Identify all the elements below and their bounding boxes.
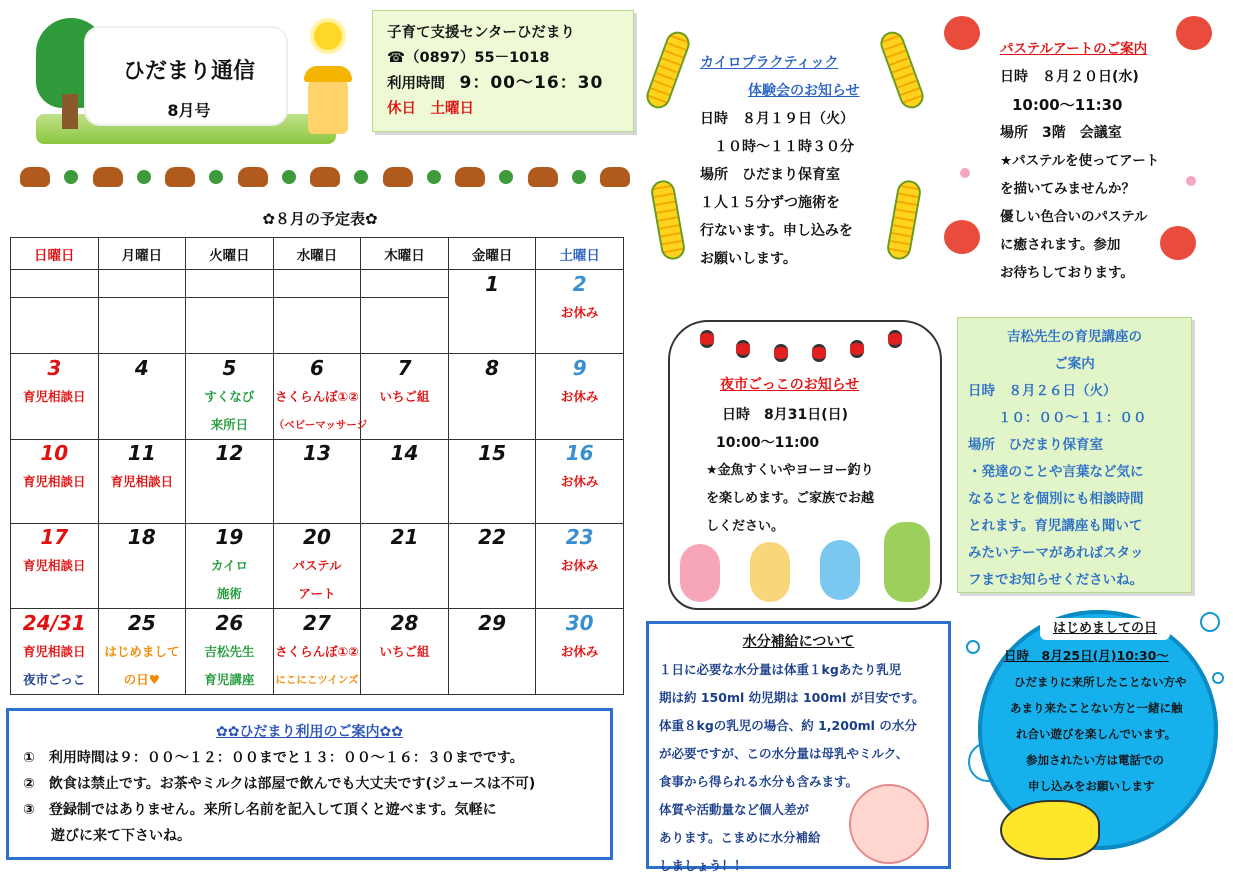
beetle-icon bbox=[165, 167, 195, 187]
night-market-date: 日時 8月31日(日) bbox=[722, 407, 849, 423]
calendar-event-cell bbox=[186, 467, 274, 523]
newsletter-title: ひだまり通信 bbox=[122, 59, 255, 84]
calendar-date-number: 15 bbox=[448, 439, 536, 467]
lantern-icon bbox=[700, 330, 714, 348]
calendar-date-number: 1 bbox=[448, 270, 536, 298]
tomato-character-icon bbox=[1160, 226, 1196, 260]
calendar-date-number: 23 bbox=[536, 523, 624, 551]
hydration-line: あります。こまめに水分補給 bbox=[659, 830, 821, 845]
calendar-event-cell bbox=[536, 637, 624, 695]
pastel-body: お待ちしております。 bbox=[1000, 265, 1134, 281]
chiro-place: 場所 ひだまり保育室 bbox=[700, 167, 840, 183]
calendar-event-cell bbox=[98, 382, 186, 440]
bubble-icon bbox=[1212, 672, 1224, 684]
calendar-event-label: すくなび bbox=[204, 388, 255, 404]
newsletter-month: 8月号 bbox=[167, 101, 211, 120]
calendar-event-cell bbox=[186, 551, 274, 609]
calendar-date-number: 27 bbox=[273, 609, 361, 637]
first-meeting-body: あまり来たことない方と一緒に触 bbox=[1010, 701, 1183, 715]
calendar-date-number: 21 bbox=[361, 523, 449, 551]
calendar-event-cell bbox=[186, 298, 274, 354]
hydration-line: 体重８kgの乳児の場合、約 1,200ml の水分 bbox=[659, 718, 917, 733]
calendar-date-number: 5 bbox=[186, 354, 274, 382]
guide-item-text: 登録制ではありません。来所し名前を記入して頂くと遊べます。気軽に bbox=[48, 802, 497, 818]
calendar-date-number: 19 bbox=[186, 523, 274, 551]
chiro-body: お願いします。 bbox=[700, 251, 797, 267]
calendar-event-row bbox=[11, 382, 624, 440]
calendar-event-cell bbox=[536, 551, 624, 609]
calendar-event-cell bbox=[448, 551, 536, 609]
calendar-event-row bbox=[11, 551, 624, 609]
tree-trunk-icon bbox=[62, 94, 78, 129]
night-market-body: しください。 bbox=[706, 519, 785, 534]
straw-hat-icon bbox=[304, 66, 352, 82]
calendar-event-label: 施術 bbox=[216, 586, 242, 601]
calendar-event-label: お休み bbox=[560, 558, 599, 573]
chiro-title-2: 体験会のお知らせ bbox=[748, 83, 860, 99]
calendar-event-row bbox=[11, 298, 624, 354]
tree-icon bbox=[427, 170, 441, 184]
calendar-event-cell bbox=[448, 467, 536, 523]
calendar-event-cell bbox=[273, 637, 361, 695]
closed-label: 休日 bbox=[387, 101, 416, 117]
chiro-time: １０時～１１時３０分 bbox=[714, 139, 854, 155]
day-header: 月曜日 bbox=[98, 238, 186, 270]
guide-item-number: ② bbox=[23, 776, 35, 792]
hydration-line: 期は約 150ml 幼児期は 100ml が目安です。 bbox=[659, 690, 925, 705]
calendar-date-number: 18 bbox=[98, 523, 186, 551]
calendar-event-label: いちご組 bbox=[379, 388, 430, 404]
calendar-date-number: 25 bbox=[98, 609, 186, 637]
chiro-title-1: カイロプラクティック bbox=[700, 55, 839, 71]
hours-line bbox=[387, 71, 619, 97]
calendar-date-number: 4 bbox=[98, 354, 186, 382]
usage-guide-box bbox=[6, 708, 613, 860]
lecture-body: フまでお知らせくださいね。 bbox=[968, 572, 1144, 588]
calendar-date-number: 8 bbox=[448, 354, 536, 382]
first-meeting-body: 参加されたい方は電話での bbox=[1026, 753, 1164, 767]
bubble-icon bbox=[966, 640, 980, 654]
calendar-event-cell bbox=[11, 637, 99, 695]
beetle-icon bbox=[600, 167, 630, 187]
day-header: 金曜日 bbox=[448, 238, 536, 270]
calendar-date-number: 2 bbox=[536, 270, 624, 298]
calendar-event-label: さくらんぼ①② bbox=[275, 388, 359, 404]
first-meeting-body: ひだまりに来所したことない方や bbox=[1014, 675, 1187, 689]
beetle-icon bbox=[455, 167, 485, 187]
calendar-date-number: 10 bbox=[11, 439, 99, 467]
night-market-title: 夜市ごっこのお知らせ bbox=[720, 377, 860, 393]
parenting-lecture-box bbox=[957, 317, 1192, 593]
calendar-date-number: 13 bbox=[273, 439, 361, 467]
calendar-event-label: カイロ bbox=[210, 558, 248, 573]
calendar-date-number: 6 bbox=[273, 354, 361, 382]
calendar-event-cell bbox=[448, 382, 536, 440]
calendar-date-number: 12 bbox=[186, 439, 274, 467]
calendar-event-label: 育児相談日 bbox=[23, 643, 86, 659]
corn-icon bbox=[643, 28, 693, 111]
calendar-event-cell bbox=[98, 551, 186, 609]
corn-icon bbox=[649, 179, 687, 262]
lecture-body: みたいテーマがあればスタッ bbox=[968, 545, 1144, 561]
heart-icon bbox=[960, 168, 970, 178]
pastel-body: ★パステルを使ってアート bbox=[1000, 153, 1160, 169]
lecture-time: １０：００～１１：００ bbox=[998, 410, 1147, 426]
calendar-event-cell bbox=[273, 551, 361, 609]
calendar-event-label: お休み bbox=[560, 388, 599, 404]
calendar-event-cell bbox=[98, 467, 186, 523]
boy-illustration bbox=[820, 540, 860, 600]
calendar-date-row bbox=[11, 609, 624, 637]
calendar-date-number bbox=[361, 270, 449, 298]
calendar-event-cell bbox=[536, 467, 624, 523]
lecture-body: ・発達のことや言葉など気に bbox=[968, 464, 1144, 480]
calendar-event-label: パステル bbox=[292, 558, 342, 573]
chiro-body: １人１５分ずつ施術を bbox=[700, 195, 840, 211]
tree-icon bbox=[572, 170, 586, 184]
beetle-icon bbox=[93, 167, 123, 187]
hydration-line: しましょう！！ bbox=[659, 858, 747, 873]
lecture-place: 場所 ひだまり保育室 bbox=[968, 437, 1103, 453]
calendar-header-row bbox=[11, 238, 624, 270]
calendar-date-number: 20 bbox=[273, 523, 361, 551]
calendar-event-label: 育児講座 bbox=[204, 671, 255, 687]
calendar-event-cell bbox=[536, 298, 624, 354]
pastel-body: 優しい色合いのパステル bbox=[1000, 209, 1148, 225]
tree-icon bbox=[209, 170, 223, 184]
lantern-icon bbox=[850, 340, 864, 358]
lecture-title-2: ご案内 bbox=[1054, 356, 1095, 372]
calendar-event-row bbox=[11, 467, 624, 523]
baby-drinking-illustration bbox=[849, 784, 929, 864]
calendar-event-cell bbox=[98, 637, 186, 695]
day-header: 火曜日 bbox=[186, 238, 274, 270]
day-header: 水曜日 bbox=[273, 238, 361, 270]
calendar-event-cell bbox=[11, 298, 99, 354]
lantern-icon bbox=[812, 344, 826, 362]
calendar-date-row bbox=[11, 270, 624, 298]
first-meeting-title: はじめましての日 bbox=[1040, 618, 1170, 640]
lecture-body: とれます。育児講座も聞いて bbox=[968, 518, 1143, 534]
calendar-event-label: アート bbox=[298, 586, 336, 601]
chiro-body: 行ないます。申し込みを bbox=[700, 223, 853, 239]
pastel-art-notice bbox=[940, 8, 1230, 308]
calendar-event-cell bbox=[98, 298, 186, 354]
calendar-date-number: 16 bbox=[536, 439, 624, 467]
calendar-date-number: 14 bbox=[361, 439, 449, 467]
calendar-event-label: はじめまして bbox=[104, 643, 180, 659]
calendar-event-cell bbox=[186, 637, 274, 695]
guide-item-continuation: 遊びに来て下さいね。 bbox=[51, 828, 191, 844]
calendar-date-number bbox=[186, 270, 274, 298]
calendar-date-number: 28 bbox=[361, 609, 449, 637]
night-market-time: 10:00～11:00 bbox=[716, 435, 820, 451]
beetle-icon bbox=[238, 167, 268, 187]
guide-item bbox=[23, 745, 596, 771]
calendar-event-label: にこにこツインズ bbox=[275, 673, 359, 686]
lantern-icon bbox=[774, 344, 788, 362]
center-name: 子育て支援センターひだまり bbox=[387, 25, 575, 41]
tree-icon bbox=[282, 170, 296, 184]
hydration-line: が必要ですが、この水分量は母乳やミルク、 bbox=[659, 746, 909, 761]
lecture-title-1: 吉松先生の育児講座の bbox=[1007, 329, 1142, 345]
hydration-title: 水分補給について bbox=[742, 634, 855, 650]
calendar-date-row bbox=[11, 439, 624, 467]
calendar-date-number: 17 bbox=[11, 523, 99, 551]
night-market-body: ★金魚すくいやヨーヨー釣り bbox=[706, 463, 874, 478]
chiropractic-notice bbox=[650, 30, 920, 290]
calendar-date-number: 29 bbox=[448, 609, 536, 637]
calendar-event-cell bbox=[11, 467, 99, 523]
calendar-event-cell bbox=[361, 382, 449, 440]
calendar-event-cell bbox=[186, 382, 274, 440]
calendar-event-label: お休み bbox=[560, 643, 599, 659]
tree-icon bbox=[137, 170, 151, 184]
day-header: 土曜日 bbox=[536, 238, 624, 270]
calendar-event-label: いちご組 bbox=[379, 643, 430, 659]
bubble-icon bbox=[1200, 612, 1220, 632]
day-header: 木曜日 bbox=[361, 238, 449, 270]
calendar-date-number bbox=[11, 270, 99, 298]
corn-icon bbox=[885, 179, 923, 262]
calendar-event-row bbox=[11, 637, 624, 695]
calendar-event-cell bbox=[361, 298, 449, 354]
guide-item bbox=[23, 797, 596, 823]
child-illustration bbox=[680, 544, 720, 602]
calendar-date-number: 30 bbox=[536, 609, 624, 637]
lecture-date: 日時 ８月２６日（火） bbox=[968, 383, 1117, 399]
beetle-icon bbox=[310, 167, 340, 187]
calendar-event-cell bbox=[361, 637, 449, 695]
calendar-event-label: 夜市ごっこ bbox=[23, 671, 86, 687]
guide-item bbox=[23, 771, 596, 797]
beetle-icon bbox=[20, 167, 50, 187]
calendar-date-row bbox=[11, 354, 624, 382]
tree-icon bbox=[499, 170, 513, 184]
calendar-date-number: 22 bbox=[448, 523, 536, 551]
beetle-border bbox=[20, 160, 630, 194]
calendar-date-number bbox=[98, 270, 186, 298]
calendar-event-label: お休み bbox=[560, 304, 599, 320]
guide-item-number: ③ bbox=[23, 802, 35, 818]
night-market-body: を楽しめます。ご家族でお越 bbox=[706, 491, 874, 506]
lecture-body: なることを個別にも相談時間 bbox=[968, 491, 1144, 507]
calendar-event-label: 育児相談日 bbox=[110, 474, 174, 489]
calendar-event-label: 育児相談日 bbox=[23, 474, 86, 489]
pastel-time: 10:00～11:30 bbox=[1012, 96, 1123, 114]
usage-guide-title: ✿✿ひだまり利用のご案内✿✿ bbox=[216, 724, 403, 740]
calendar-event-cell bbox=[273, 382, 368, 440]
calendar-event-cell bbox=[448, 637, 536, 695]
lantern-icon bbox=[888, 330, 902, 348]
pastel-date: 日時 ８月２０日(水) bbox=[1000, 69, 1139, 85]
closed-value: 土曜日 bbox=[430, 101, 474, 117]
calendar-event-cell bbox=[361, 551, 449, 609]
tomato-character-icon bbox=[1176, 16, 1212, 50]
heart-icon bbox=[1186, 176, 1196, 186]
first-meeting-body: 申し込みをお願いします bbox=[1028, 779, 1155, 793]
calendar-event-label: の日♥ bbox=[123, 671, 160, 687]
closed-line bbox=[387, 97, 619, 122]
pastel-place: 場所 3階 会議室 bbox=[1000, 125, 1122, 141]
pastel-body: を描いてみませんか？ bbox=[1000, 181, 1135, 197]
calendar-date-number: 9 bbox=[536, 354, 624, 382]
calendar-date-number: 24/31 bbox=[11, 609, 99, 637]
tree-icon bbox=[354, 170, 368, 184]
hydration-line: 食事から得られる水分も含みます。 bbox=[659, 774, 859, 789]
pastel-body: に癒されます。参加 bbox=[1000, 237, 1121, 253]
calendar-date-number bbox=[273, 270, 361, 298]
calendar-event-label: 吉松先生 bbox=[204, 643, 255, 659]
calendar-event-label: お休み bbox=[560, 474, 599, 489]
calendar-date-row bbox=[11, 523, 624, 551]
calendar-date-number: 26 bbox=[186, 609, 274, 637]
calendar-event-label: さくらんぼ①② bbox=[275, 643, 359, 659]
lantern-icon bbox=[736, 340, 750, 358]
hydration-line: 体質や活動量など個人差が bbox=[659, 802, 810, 817]
hydration-box bbox=[646, 621, 951, 873]
calendar-event-label: 育児相談日 bbox=[23, 388, 86, 404]
calendar-event-label: 来所日 bbox=[210, 416, 249, 432]
corn-icon bbox=[877, 28, 927, 111]
calendar-body bbox=[11, 270, 624, 695]
calendar-date-number: 7 bbox=[361, 354, 449, 382]
calendar-event-cell bbox=[273, 298, 361, 354]
calendar-event-cell bbox=[11, 551, 99, 609]
calendar-event-label: 育児相談日 bbox=[23, 558, 86, 573]
hydration-line: １日に必要な水分量は体重１kgあたり乳児 bbox=[659, 662, 902, 677]
calendar-event-label: （ベビーマッサージ bbox=[273, 418, 368, 431]
grandma-illustration bbox=[750, 542, 790, 602]
calendar-date-number: 11 bbox=[98, 439, 186, 467]
tree-icon bbox=[64, 170, 78, 184]
chiro-date: 日時 ８月１９日（火） bbox=[700, 111, 854, 127]
first-meeting-date: 日時 8月25日(月)10:30～ bbox=[1004, 648, 1169, 663]
guide-item-number: ① bbox=[23, 750, 35, 766]
tomato-character-icon bbox=[944, 16, 980, 50]
guide-item-text: 利用時間は９：００～１２：００までと１３：００～１６：３０までです。 bbox=[48, 750, 524, 766]
first-meeting-body: れ合い遊びを楽しんでいます。 bbox=[1016, 727, 1177, 741]
hours-value: 9：00～16：30 bbox=[459, 73, 604, 93]
calendar-event-cell bbox=[361, 467, 449, 523]
fish-icon bbox=[1000, 800, 1100, 860]
center-phone: ☎（0897）55－1018 bbox=[387, 50, 550, 66]
newsletter-header bbox=[36, 14, 366, 144]
calendar-event-cell bbox=[273, 467, 361, 523]
tomato-character-icon bbox=[944, 220, 980, 254]
guide-item-text: 飲食は禁止です。お茶やミルクは部屋で飲んでも大丈夫です(ジュースは不可) bbox=[48, 776, 536, 792]
calendar-title: ✿８月の予定表✿ bbox=[262, 210, 378, 228]
beetle-icon bbox=[528, 167, 558, 187]
sun-icon bbox=[314, 22, 342, 50]
calendar-event-cell bbox=[11, 382, 99, 440]
august-calendar bbox=[10, 237, 624, 695]
day-header: 日曜日 bbox=[11, 238, 99, 270]
center-info-box bbox=[372, 10, 634, 132]
calendar-event-cell bbox=[536, 382, 624, 440]
hours-label: 利用時間 bbox=[387, 76, 445, 92]
bear-illustration bbox=[884, 522, 930, 602]
calendar-date-number: 3 bbox=[11, 354, 99, 382]
night-market-notice bbox=[668, 320, 942, 610]
pastel-title: パステルアートのご案内 bbox=[1000, 41, 1148, 57]
calendar-event-cell bbox=[448, 298, 536, 354]
beetle-icon bbox=[383, 167, 413, 187]
